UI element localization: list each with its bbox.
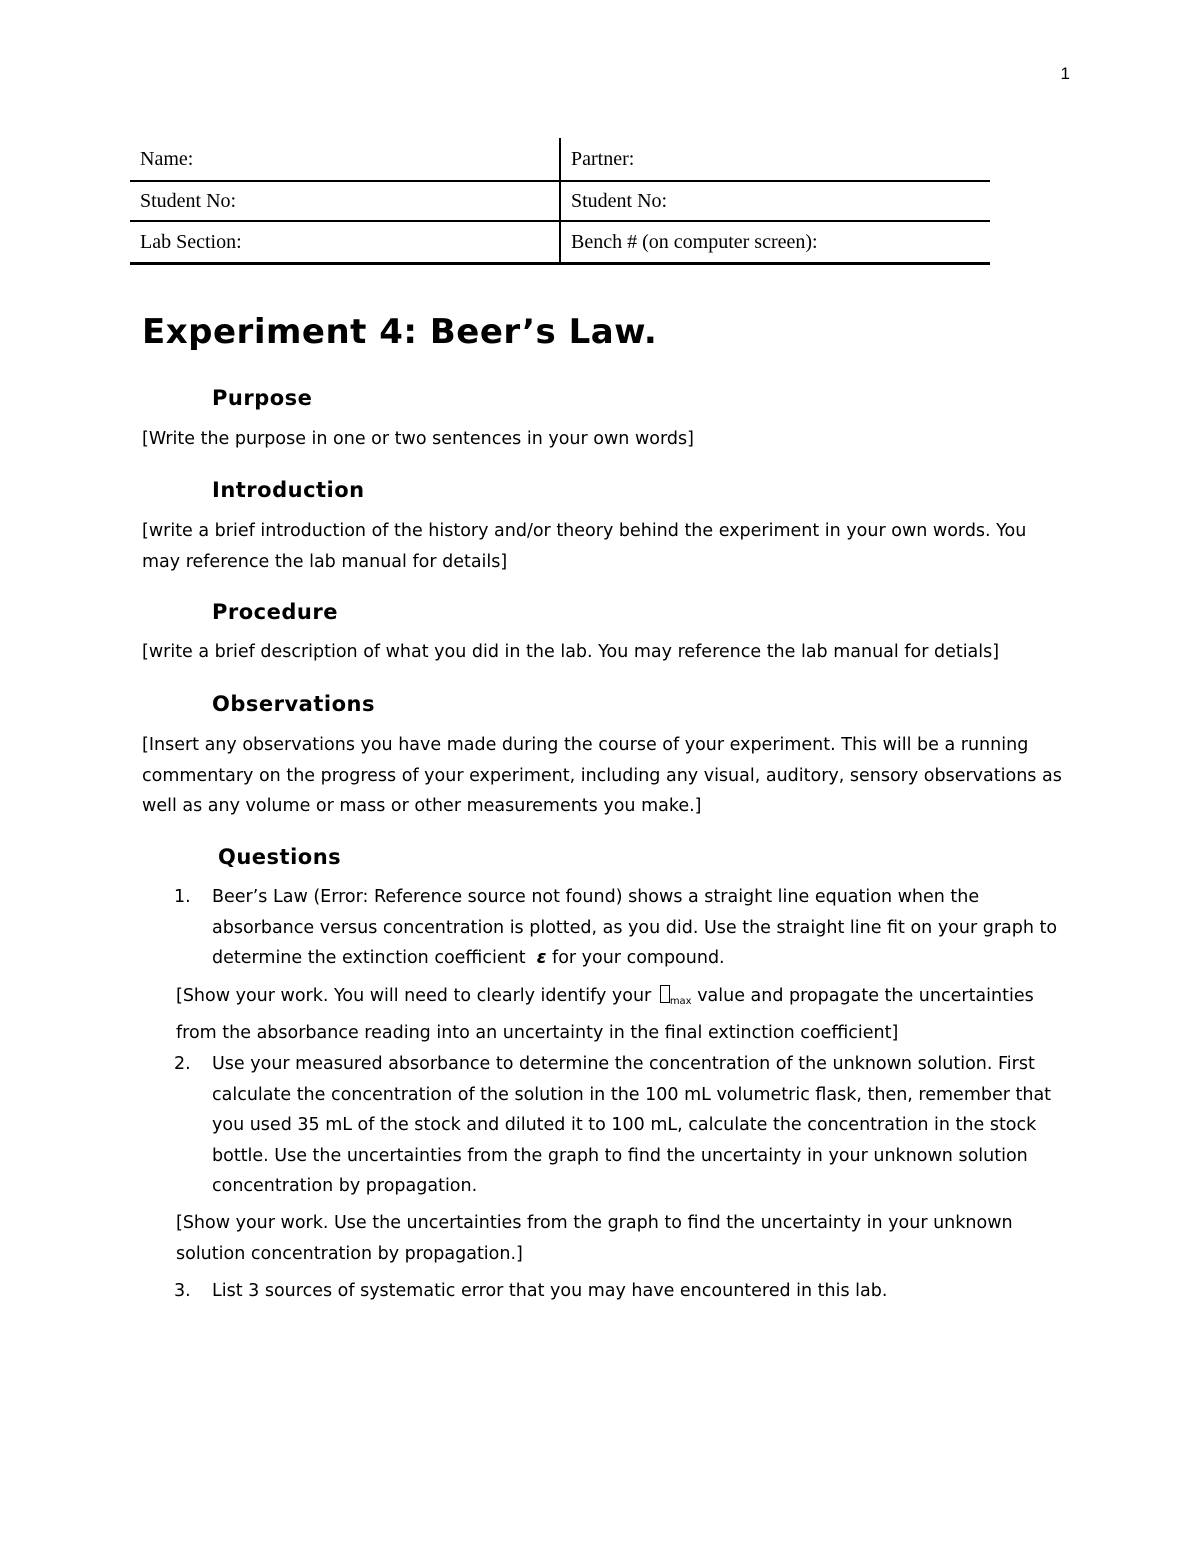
max-subscript: max [669, 996, 692, 1007]
question-number: 1. [174, 887, 191, 907]
introduction-body: [write a brief introduction of the history and/or theory behind the experiment in your own words. You may reference the lab manual for details] [142, 521, 1027, 572]
page-number: 1 [1060, 64, 1070, 83]
table-row [130, 138, 990, 181]
purpose-heading: Purpose [212, 386, 313, 410]
partner-student-no-field: Student No: [560, 181, 990, 221]
introduction-heading: Introduction [212, 478, 365, 502]
question-3 [142, 1276, 1062, 1307]
purpose-body: [Write the purpose in one or two sentences in your own words] [142, 429, 694, 449]
observations-body: [Insert any observations you have made during the course of your experiment. This will be a running commentary on the progress of your experiment, including any visual, auditory, sensory observations as well as any volume or mass or other measurements you make.] [142, 735, 1062, 816]
procedure-heading: Procedure [212, 600, 338, 624]
question-text-end: for your compound. [552, 948, 725, 968]
partner-field: Partner: [560, 138, 990, 181]
question-text: Use your measured absorbance to determine the concentration of the unknown solution. First calculate the concentration of the solution in the 100 mL volumetric flask, then, remember that you used 35 mL of the stock and diluted it to 100 mL, calculate the concentration in the stock bottle. Use the uncertainties from the graph to find the uncertainty in your unknown solution concentration by propagation. [212, 1054, 1052, 1196]
student-info-table [130, 138, 990, 265]
table-row [130, 221, 990, 264]
student-no-field: Student No: [130, 181, 560, 221]
page-title: Experiment 4: Beer’s Law. [142, 312, 658, 352]
table-row [130, 181, 990, 221]
question-text: List 3 sources of systematic error that you may have encountered in this lab. [212, 1281, 888, 1301]
epsilon-symbol: ε [536, 948, 547, 968]
question-text: Beer’s Law (Error: Reference source not found) shows a straight line equation when the absorbance versus concentration is plotted, as you did. Use the straight line fit on your graph to determine the extinction coefficient [212, 887, 1058, 968]
question-1 [142, 882, 1062, 974]
question-2-note: [Show your work. Use the uncertainties from the graph to find the uncertainty in your unknown solution concentration by propagation.] [176, 1213, 1013, 1264]
question-number: 3. [174, 1281, 191, 1301]
name-field: Name: [130, 138, 560, 181]
question-1-note: [Show your work. You will need to clearly identify your $_{max}$ value and propagate the uncertainties from the absorbance reading into an uncertainty in the final extinction coefficient] [176, 986, 1034, 1043]
bench-number-field: Bench # (on computer screen): [560, 221, 990, 264]
lambda-symbol-icon [660, 985, 670, 1003]
questions-heading: Questions [218, 845, 342, 869]
observations-heading: Observations [212, 692, 375, 716]
question-number: 2. [174, 1054, 191, 1074]
procedure-body: [write a brief description of what you did in the lab. You may reference the lab manual for detials] [142, 642, 1000, 662]
question-2 [142, 1049, 1062, 1202]
lab-section-field: Lab Section: [130, 221, 560, 264]
